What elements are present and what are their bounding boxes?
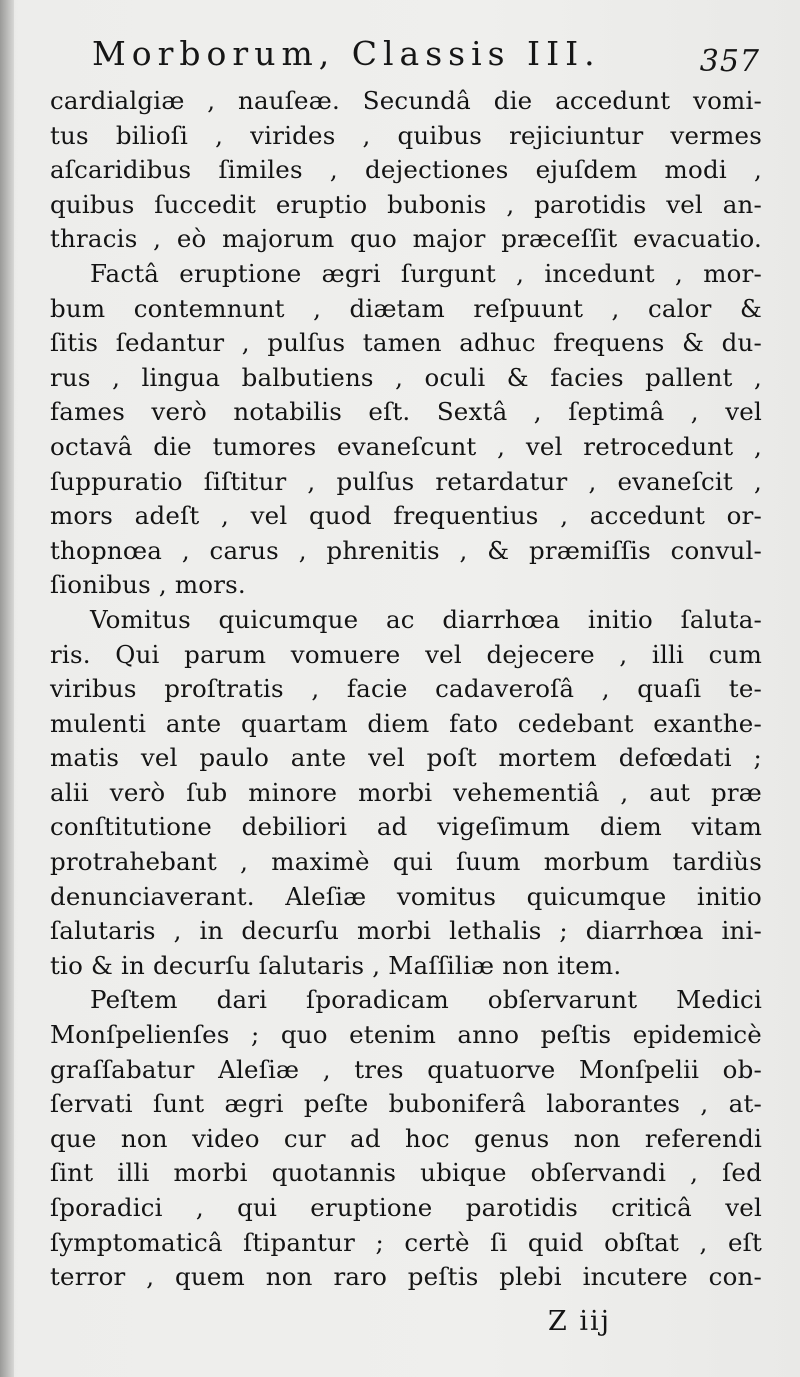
text-line: aſcaridibus ſimiles , dejectiones ejuſdem modi , bbox=[50, 155, 762, 185]
text-line: viribus proſtratis , facie cadaveroſâ , quaſi te- bbox=[50, 674, 762, 704]
text-line: thopnœa , carus , phrenitis , & præmiſſis convul- bbox=[50, 535, 762, 565]
text-line: ſint illi morbi quotannis ubique obſervandi , ſed bbox=[50, 1158, 762, 1188]
text-line: graſſabatur Aleſiæ , tres quatuorve Monſpelii ob- bbox=[50, 1054, 762, 1084]
running-head-title: Morborum, Classis III. bbox=[92, 34, 601, 73]
text-line: mors adeſt , vel quod frequentius , accedunt or- bbox=[50, 501, 762, 531]
page-number: 357 bbox=[699, 44, 760, 79]
text-line: ſporadici , qui eruptione parotidis criticâ vel bbox=[50, 1193, 762, 1222]
text-line: alii verò ſub minore morbi vehementiâ , aut præ bbox=[50, 777, 762, 807]
text-line: ſitis ſedantur , pulſus tamen adhuc frequens & du- bbox=[50, 328, 762, 358]
text-line: ris. Qui parum vomuere vel dejecere , illi cum bbox=[50, 639, 762, 669]
text-line: ſalutaris , in decurſu morbi lethalis ; diarrhœa ini- bbox=[50, 916, 762, 946]
text-line: conſtitutione debiliori ad vigeſimum diem vitam bbox=[50, 812, 762, 842]
signature-mark: Z iij bbox=[548, 1306, 611, 1337]
text-line: Peſtem dari ſporadicam obſervarunt Medici bbox=[90, 985, 762, 1015]
text-line: ſionibus , mors. bbox=[50, 570, 246, 600]
text-line: cardialgiæ , nauſeæ. Secundâ die accedunt vomi- bbox=[50, 86, 762, 115]
text-line: fames verò notabilis eſt. Sextâ , ſeptimâ , vel bbox=[50, 397, 762, 427]
text-line: bum contemnunt , diætam reſpuunt , calor & bbox=[50, 293, 762, 323]
text-line: denunciaverant. Aleſiæ vomitus quicumque initio bbox=[50, 881, 762, 911]
text-line: thracis , eò majorum quo major præceſſit evacuatio. bbox=[50, 224, 762, 254]
text-line: terror , quem non raro peſtis plebi incutere con- bbox=[50, 1262, 762, 1292]
text-line: mulenti ante quartam diem fato cedebant exanthe- bbox=[50, 708, 762, 738]
text-line: ſuppuratio ſiſtitur , pulſus retardatur , evaneſcit , bbox=[50, 466, 762, 496]
text-line: que non video cur ad hoc genus non referendi bbox=[50, 1123, 762, 1153]
page-gutter-shadow bbox=[0, 0, 14, 1377]
text-line: quibus ſuccedit eruptio bubonis , parotidis vel an- bbox=[50, 189, 762, 219]
body-text bbox=[50, 84, 762, 1295]
text-line: matis vel paulo ante vel poſt mortem defœdati ; bbox=[50, 743, 762, 773]
text-line: ſymptomaticâ ſtipantur ; certè ſi quid obſtat , eſt bbox=[50, 1227, 762, 1257]
text-line: rus , lingua balbutiens , oculi & facies pallent , bbox=[50, 362, 762, 392]
text-line: ſervati ſunt ægri peſte buboniferâ laborantes , at- bbox=[50, 1089, 762, 1119]
running-head bbox=[92, 34, 760, 86]
text-line: Monſpelienſes ; quo etenim anno peſtis epidemicè bbox=[50, 1020, 762, 1050]
text-line: Vomitus quicumque ac diarrhœa initio ſaluta- bbox=[90, 604, 762, 634]
text-line: tus bilioſi , virides , quibus rejiciuntur vermes bbox=[50, 120, 762, 150]
text-line: protrahebant , maximè qui ſuum morbum tardiùs bbox=[50, 847, 762, 877]
text-line: Factâ eruptione ægri ſurgunt , incedunt , mor- bbox=[90, 258, 762, 288]
text-line: tio & in decurſu ſalutaris , Maſſiliæ non item. bbox=[50, 950, 622, 980]
text-line: octavâ die tumores evaneſcunt , vel retrocedunt , bbox=[50, 431, 762, 461]
